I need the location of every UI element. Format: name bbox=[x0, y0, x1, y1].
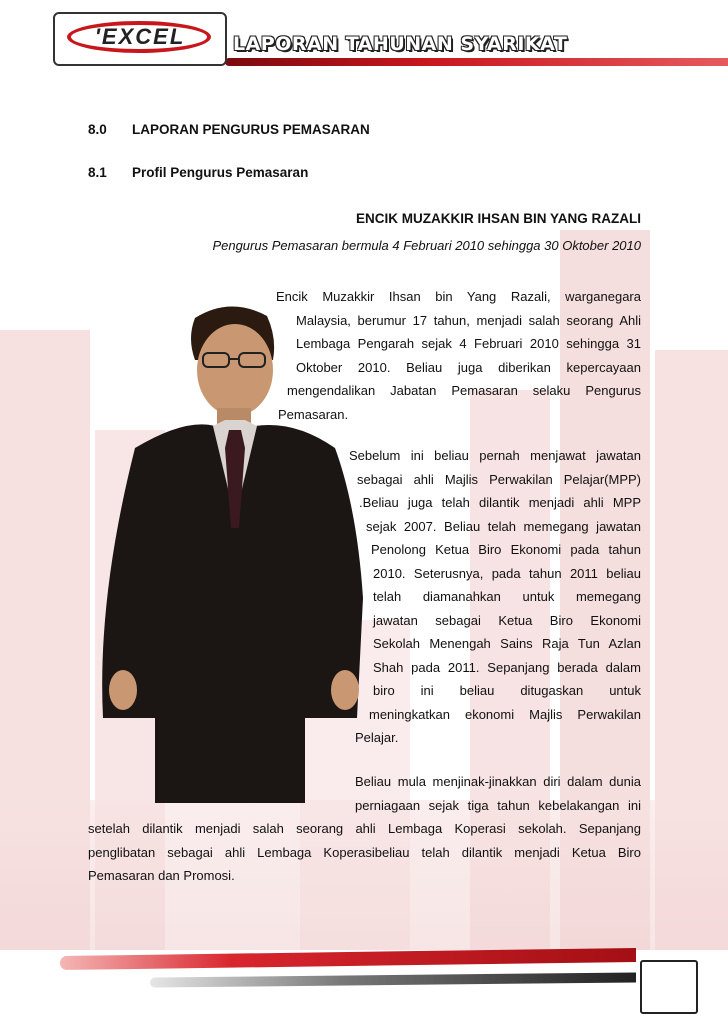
company-logo bbox=[53, 12, 227, 66]
text-line: penglibatan sebagai ahli Lembaga Koperasibeliau telah dilantik menjadi Ketua Biro bbox=[88, 844, 641, 860]
subsection-number: 8.1 bbox=[88, 165, 107, 180]
text-line: Pemasaran. bbox=[278, 406, 349, 422]
text-line: Beliau mula menjinak-jinakkan diri dalam dunia bbox=[355, 774, 641, 789]
section-title: LAPORAN PENGURUS PEMASARAN bbox=[132, 122, 370, 137]
text-line: sebagai ahli Majlis Perwakilan Pelajar(MPP) bbox=[357, 471, 641, 487]
text-line: Sebelum ini beliau pernah menjawat jawatan bbox=[349, 448, 641, 463]
text-line: Encik Muzakkir Ihsan bin Yang Razali, warganegara bbox=[276, 289, 641, 304]
text-line: meningkatkan ekonomi Majlis Perwakilan bbox=[369, 706, 641, 722]
logo-text: 'EXCEL bbox=[94, 24, 186, 49]
text-line: 2010. Seterusnya, pada tahun 2011 beliau bbox=[373, 565, 641, 581]
text-line: sejak 2007. Beliau telah memegang jawatan bbox=[366, 518, 641, 534]
text-line: Lembaga Pengarah sejak 4 Februari 2010 sehingga 31 bbox=[296, 336, 641, 351]
text-line: biro ini beliau ditugaskan untuk bbox=[373, 683, 641, 698]
text-line: mengendalikan Jabatan Pemasaran selaku Pengurus bbox=[287, 383, 641, 398]
text-line: Sekolah Menengah Sains Raja Tun Azlan bbox=[373, 636, 641, 651]
report-title: LAPORAN TAHUNAN SYARIKAT bbox=[233, 33, 568, 55]
text-line: Oktober 2010. Beliau juga diberikan kepercayaan bbox=[296, 359, 641, 375]
page-number-box bbox=[640, 960, 698, 1014]
manager-role: Pengurus Pemasaran bermula 4 Februari 2010 sehingga 30 Oktober 2010 bbox=[212, 238, 641, 253]
text-line: Malaysia, berumur 17 tahun, menjadi salah seorang Ahli bbox=[296, 312, 641, 328]
text-line: jawatan sebagai Ketua Biro Ekonomi bbox=[373, 612, 641, 628]
subsection-title: Profil Pengurus Pemasaran bbox=[132, 165, 309, 180]
text-line: Pelajar. bbox=[355, 730, 399, 745]
text-line: telah diamanahkan untuk memegang bbox=[373, 589, 641, 604]
text-line: Pemasaran dan Promosi. bbox=[88, 868, 235, 883]
text-line: Shah pada 2011. Sepanjang berada dalam bbox=[373, 659, 641, 675]
text-line: setelah dilantik menjadi salah seorang ahli Lembaga Koperasi sekolah. Sepanjang bbox=[88, 821, 641, 836]
text-line: perniagaan sejak tiga tahun kebelakangan ini bbox=[355, 797, 641, 813]
text-line: .Beliau juga telah dilantik menjadi ahli MPP bbox=[359, 495, 641, 510]
text-line: Penolong Ketua Biro Ekonomi pada tahun bbox=[371, 542, 641, 557]
manager-name: ENCIK MUZAKKIR IHSAN BIN YANG RAZALI bbox=[355, 211, 641, 226]
section-number: 8.0 bbox=[88, 122, 107, 137]
